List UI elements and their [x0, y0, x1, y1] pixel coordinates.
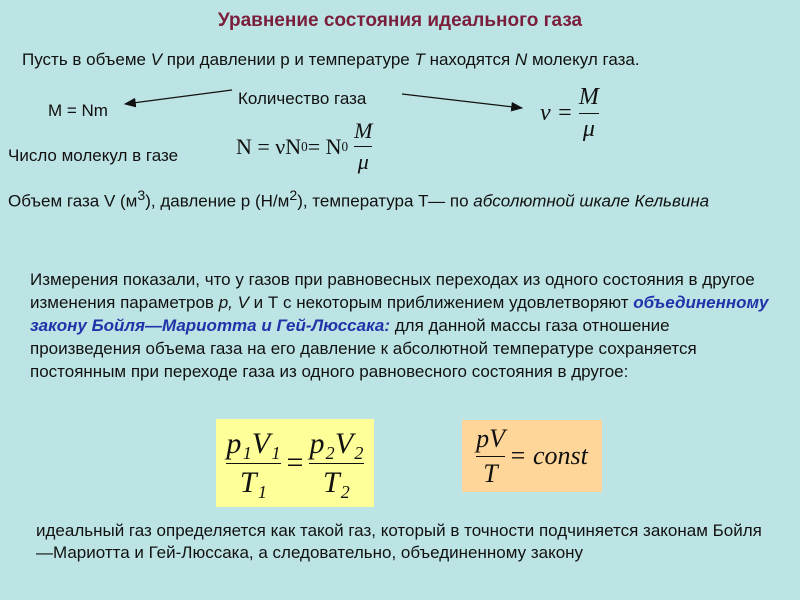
- const-den: T: [483, 458, 498, 488]
- intro-part: Пусть в объеме: [22, 50, 151, 69]
- const-fraction: [476, 424, 505, 489]
- fraction-bar: [476, 456, 505, 457]
- amount-label: Количество газа: [238, 89, 367, 108]
- const-formula: [462, 420, 602, 492]
- fraction-bar: [354, 146, 372, 147]
- intro-var-n: N: [514, 50, 528, 69]
- fraction-bar: [226, 463, 280, 464]
- law-den2: T₂: [322, 465, 351, 499]
- const-rhs: = const: [508, 441, 588, 470]
- nu-fraction: [579, 84, 599, 143]
- law-eq: =: [286, 446, 304, 479]
- n-lhs: N = νN: [236, 133, 302, 159]
- molecules-label: Число молекул в газе: [8, 146, 179, 165]
- law-fraction-right: [309, 427, 363, 500]
- units-sup: 2: [289, 188, 298, 204]
- units-kelvin: абсолютной шкале Кельвина: [473, 191, 710, 211]
- fraction-bar: [579, 113, 599, 114]
- law-num1: p₁V₁: [226, 426, 281, 460]
- final-text: идеальный газ определяется как такой газ, который в точности подчиняется законам Бойля—Мариотта и Гей-Люссака, а следовательно, объединенному закону: [36, 521, 762, 562]
- arrow-right: [402, 94, 522, 108]
- n-sub: 0: [341, 138, 349, 154]
- n-fraction: [354, 118, 372, 175]
- n-numerator: M: [354, 118, 373, 143]
- units-sup: 3: [137, 188, 146, 204]
- mass-label: M = Nm: [48, 101, 108, 120]
- units-part: Объем газа V (м: [8, 191, 138, 211]
- intro-var-v: V: [150, 50, 163, 69]
- intro-var-t: T: [414, 50, 425, 69]
- law-fraction-left: [226, 427, 280, 500]
- intro-var-p: p: [280, 50, 290, 69]
- units-part: ), температура Т— по: [297, 191, 474, 211]
- nu-numerator: M: [578, 84, 599, 110]
- nu-formula: [540, 84, 599, 143]
- intro-part: находятся: [424, 50, 515, 69]
- units-part: ), давление p (Н/м: [145, 191, 290, 211]
- intro-part: и температуре: [289, 50, 415, 69]
- law-paragraph: [30, 268, 775, 383]
- para-part: и Т с некоторым приближением удовлетворяют: [248, 293, 634, 312]
- arrow-left: [125, 90, 232, 104]
- nu-denominator: μ: [582, 116, 595, 142]
- units-text: [8, 188, 768, 212]
- nu-lhs: ν =: [540, 100, 573, 126]
- fraction-bar: [309, 463, 363, 464]
- n-formula: [236, 118, 372, 175]
- law-name: объединенному закону Бойля—Мариотта и Гей-Люссака:: [30, 293, 769, 335]
- slide-title: Уравнение состояния идеального газа: [217, 10, 583, 31]
- n-mid: = N: [307, 133, 342, 159]
- n-sub: 0: [301, 138, 308, 154]
- law-den1: T₁: [239, 465, 267, 499]
- para-part: для данной массы газа отношение произведения объема газа на его давление к абсолютной температуре сохраняется постоянным при переходе газа из одного равновесного состояния в другое:: [30, 316, 697, 381]
- intro-part: молекул газа.: [527, 50, 640, 69]
- intro-part: при давлении: [162, 50, 281, 69]
- combined-law-formula: [216, 419, 374, 507]
- para-part: Измерения показали, что у газов при равновесных переходах из одного состояния в другое изменения параметров: [30, 270, 755, 312]
- para-vars: p, V: [218, 293, 249, 312]
- law-num2: p₂V₂: [309, 426, 364, 460]
- n-denominator: μ: [357, 149, 369, 174]
- const-num: pV: [476, 423, 505, 453]
